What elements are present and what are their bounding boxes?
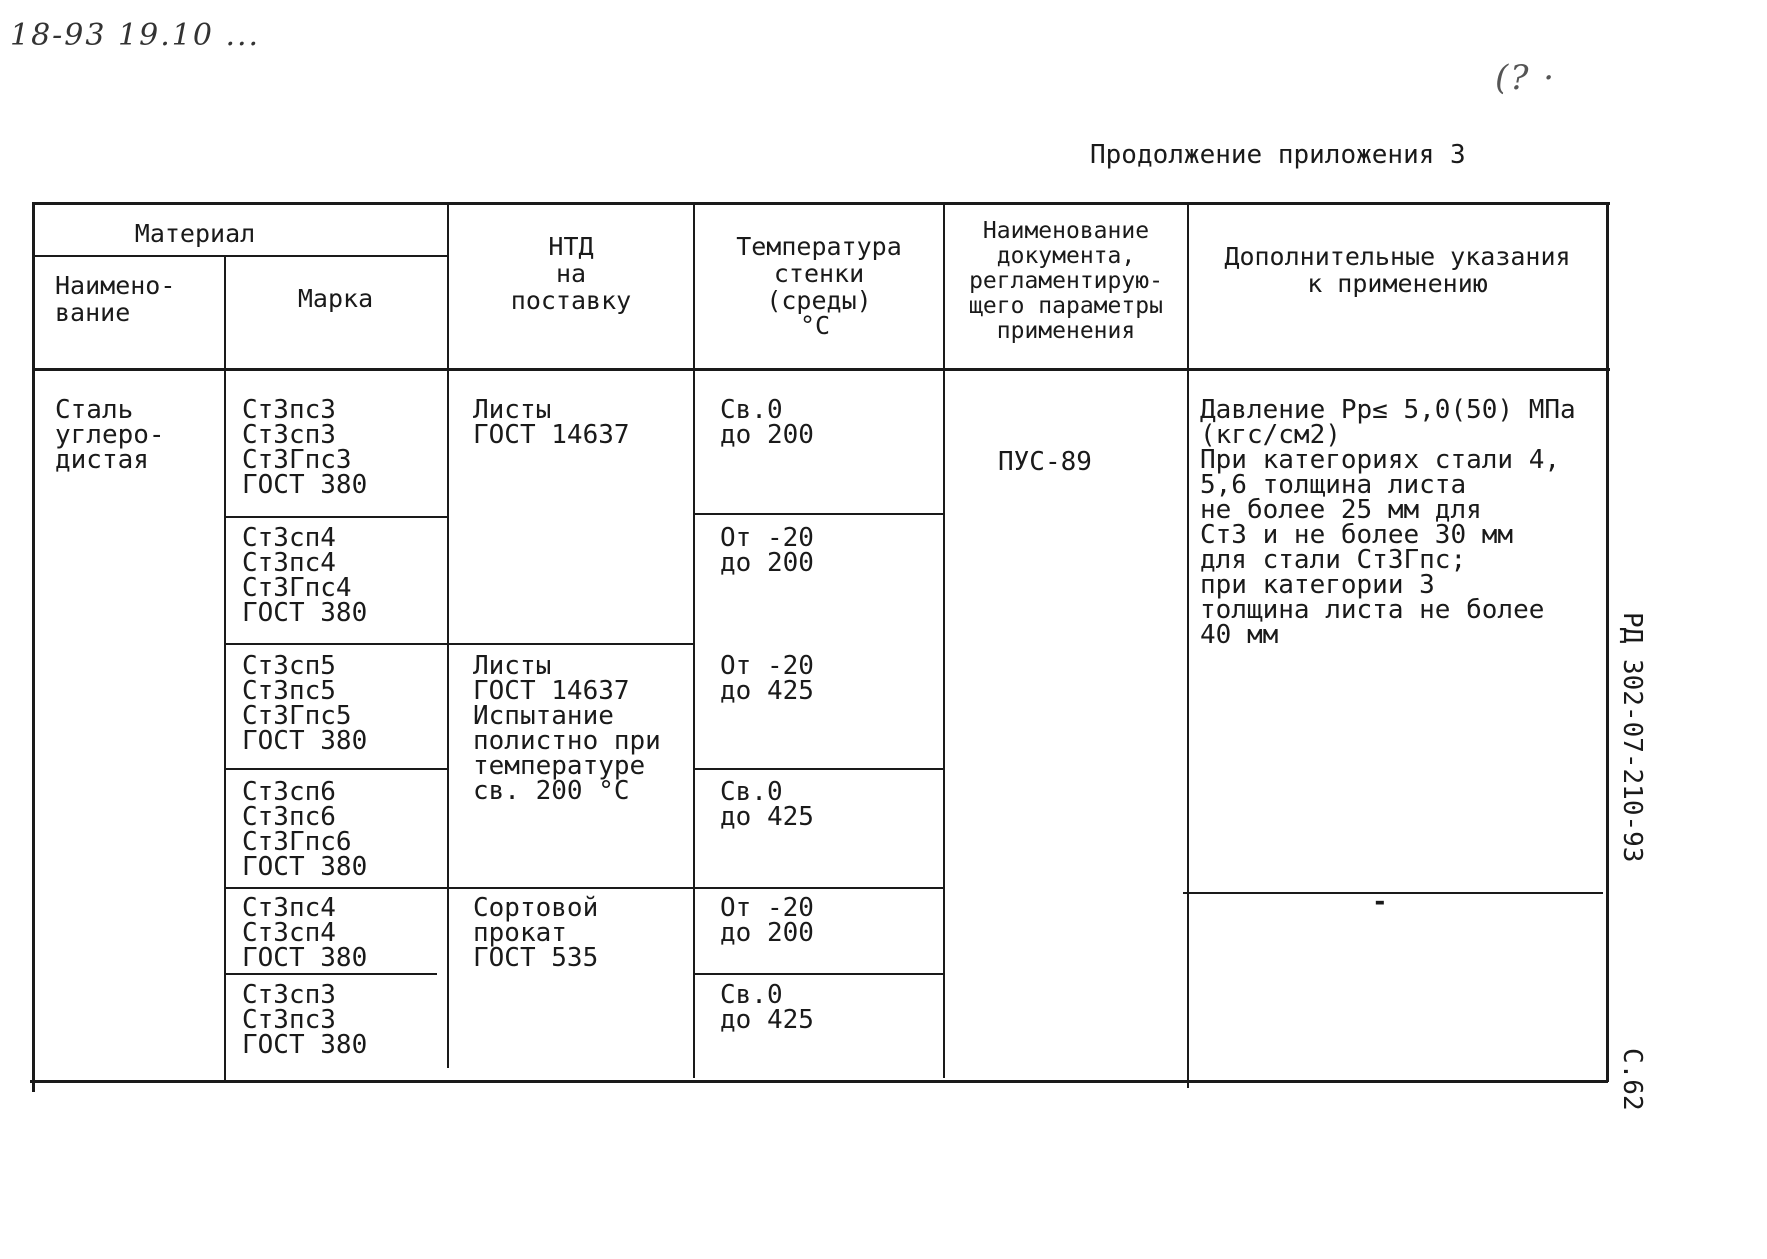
grade-cell-4: Ст3сп6 Ст3пс6 Ст3Гпс6 ГОСТ 380	[242, 777, 368, 882]
page-number: С.62	[1617, 1048, 1647, 1111]
grade-cell-6: Ст3сп3 Ст3пс3 ГОСТ 380	[242, 980, 368, 1060]
grade-cell-2: Ст3сп4 Ст3пс4 Ст3Гпс4 ГОСТ 380	[242, 523, 368, 628]
ntd-cell-2: Листы ГОСТ 14637 Испытание полистно при температуре св. 200 °C	[473, 651, 661, 806]
header-grade: Марка	[297, 284, 374, 313]
ntd-cell-3: Сортовой прокат ГОСТ 535	[473, 893, 599, 973]
header-name: Наимено- вание	[55, 271, 176, 327]
notes-dash: -	[1372, 887, 1388, 917]
header-ntd: НТД на поставку	[510, 232, 632, 315]
temp-cell-4: Св.0 до 425	[720, 777, 814, 832]
document-cell: ПУС-89	[998, 447, 1092, 477]
temp-cell-2: От -20 до 200	[720, 523, 814, 578]
temp-cell-5: От -20 до 200	[720, 893, 814, 948]
material-name: Сталь углеро- дистая	[55, 395, 165, 475]
grade-cell-5: Ст3пс4 Ст3сп4 ГОСТ 380	[242, 893, 368, 973]
temp-cell-3: От -20 до 425	[720, 651, 814, 706]
continuation-heading: Продолжение приложения 3	[1090, 140, 1466, 170]
notes-cell: Давление Рр≤ 5,0(50) МПа (кгс/см2) При категориях стали 4, 5,6 толщина листа не более 25 мм для Ст3 и не более 30 мм для стали Ст3Гпс; при категории 3 толщина листа не более 40 мм	[1200, 395, 1576, 650]
header-temperature: Температура стенки (среды)	[736, 232, 902, 315]
temp-cell-6: Св.0 до 425	[720, 980, 814, 1035]
temp-cell-1: Св.0 до 200	[720, 395, 814, 450]
grade-cell-1: Ст3пс3 Ст3сп3 Ст3Гпс3 ГОСТ 380	[242, 395, 368, 500]
header-material: Материал	[134, 219, 256, 248]
ntd-cell-1: Листы ГОСТ 14637	[473, 395, 630, 450]
grade-cell-3: Ст3сп5 Ст3пс5 Ст3Гпс5 ГОСТ 380	[242, 651, 368, 756]
header-notes: Дополнительные указания к применению	[1224, 242, 1571, 298]
header-temperature-unit: °C	[799, 311, 831, 340]
corner-mark: (? ·	[1495, 58, 1557, 98]
document-code: РД 302-07-210-93	[1617, 612, 1647, 863]
handwritten-note: 18-93 19.10 ...	[10, 18, 261, 53]
header-document: Наименование документа, регламентирую- щего параметры применения	[969, 218, 1163, 344]
